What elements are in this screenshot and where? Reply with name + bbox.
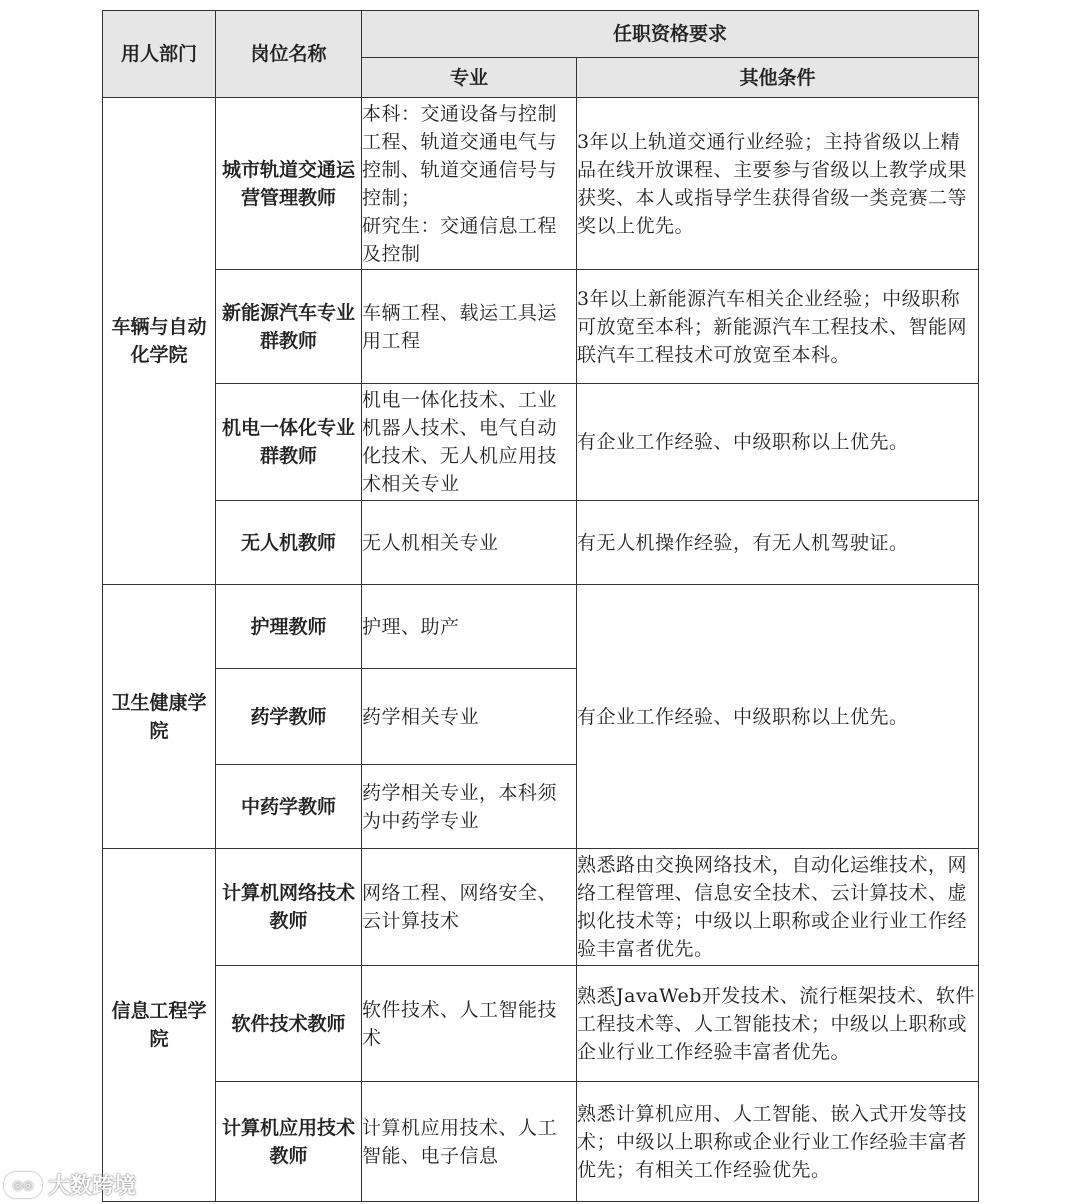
dept-cell: 车辆与自动化学院 <box>103 98 216 585</box>
other-cell: 熟悉JavaWeb开发技术、流行框架技术、软件工程技术等、人工智能技术；中级以上职称或企业行业工作经验丰富者优先。 <box>577 966 979 1082</box>
header-qualification: 任职资格要求 <box>362 11 979 58</box>
table-row <box>103 1082 979 1202</box>
table-row <box>103 98 979 270</box>
header-other: 其他条件 <box>577 58 979 98</box>
major-cell: 药学相关专业 <box>362 669 577 765</box>
position-cell: 计算机应用技术教师 <box>216 1082 362 1202</box>
major-line: 本科：交通设备与控制工程、轨道交通电气与控制、轨道交通信号与控制； <box>362 102 558 209</box>
requirements-table <box>102 10 979 1202</box>
brand-logo-icon: ◎◎ <box>4 1172 42 1198</box>
position-cell: 软件技术教师 <box>216 966 362 1082</box>
table-row <box>103 585 979 669</box>
position-cell: 机电一体化专业群教师 <box>216 384 362 501</box>
watermark-text: 大数跨境 <box>48 1174 137 1199</box>
table-row <box>103 501 979 585</box>
table-row <box>103 849 979 966</box>
other-cell: 3年以上轨道交通行业经验；主持省级以上精品在线开放课程、主要参与省级以上教学成果获奖、本人或指导学生获得省级一类竞赛二等奖以上优先。 <box>577 98 979 270</box>
header-major: 专业 <box>362 58 577 98</box>
major-cell: 计算机应用技术、人工智能、电子信息 <box>362 1082 577 1202</box>
other-cell: 有企业工作经验、中级职称以上优先。 <box>577 384 979 501</box>
header-dept: 用人部门 <box>103 11 216 98</box>
major-cell: 无人机相关专业 <box>362 501 577 585</box>
dept-cell: 信息工程学院 <box>103 849 216 1202</box>
position-cell: 药学教师 <box>216 669 362 765</box>
major-cell: 软件技术、人工智能技术 <box>362 966 577 1082</box>
watermark <box>4 1169 136 1200</box>
major-cell: 护理、助产 <box>362 585 577 669</box>
position-cell: 新能源汽车专业群教师 <box>216 270 362 384</box>
other-cell: 熟悉路由交换网络技术，自动化运维技术，网络工程管理、信息安全技术、云计算技术、虚拟化技术等；中级以上职称或企业行业工作经验丰富者优先。 <box>577 849 979 966</box>
major-cell <box>362 98 577 270</box>
dept-cell: 卫生健康学院 <box>103 585 216 849</box>
table-row <box>103 966 979 1082</box>
header-position: 岗位名称 <box>216 11 362 98</box>
major-cell: 药学相关专业，本科须为中药学专业 <box>362 765 577 849</box>
position-cell: 计算机网络技术教师 <box>216 849 362 966</box>
table-row <box>103 270 979 384</box>
table-row <box>103 384 979 501</box>
other-cell: 3年以上新能源汽车相关企业经验；中级职称可放宽至本科；新能源汽车工程技术、智能网联汽车工程技术可放宽至本科。 <box>577 270 979 384</box>
other-cell: 熟悉计算机应用、人工智能、嵌入式开发等技术；中级以上职称或企业行业工作经验丰富者优先；有相关工作经验优先。 <box>577 1082 979 1202</box>
position-cell: 无人机教师 <box>216 501 362 585</box>
other-cell: 有无人机操作经验，有无人机驾驶证。 <box>577 501 979 585</box>
major-line: 研究生：交通信息工程及控制 <box>362 214 558 265</box>
major-cell: 机电一体化技术、工业机器人技术、电气自动化技术、无人机应用技术相关专业 <box>362 384 577 501</box>
major-cell: 车辆工程、载运工具运用工程 <box>362 270 577 384</box>
position-cell: 中药学教师 <box>216 765 362 849</box>
major-cell: 网络工程、网络安全、云计算技术 <box>362 849 577 966</box>
position-cell: 护理教师 <box>216 585 362 669</box>
position-cell: 城市轨道交通运营管理教师 <box>216 98 362 270</box>
other-cell-shared: 有企业工作经验、中级职称以上优先。 <box>577 585 979 849</box>
